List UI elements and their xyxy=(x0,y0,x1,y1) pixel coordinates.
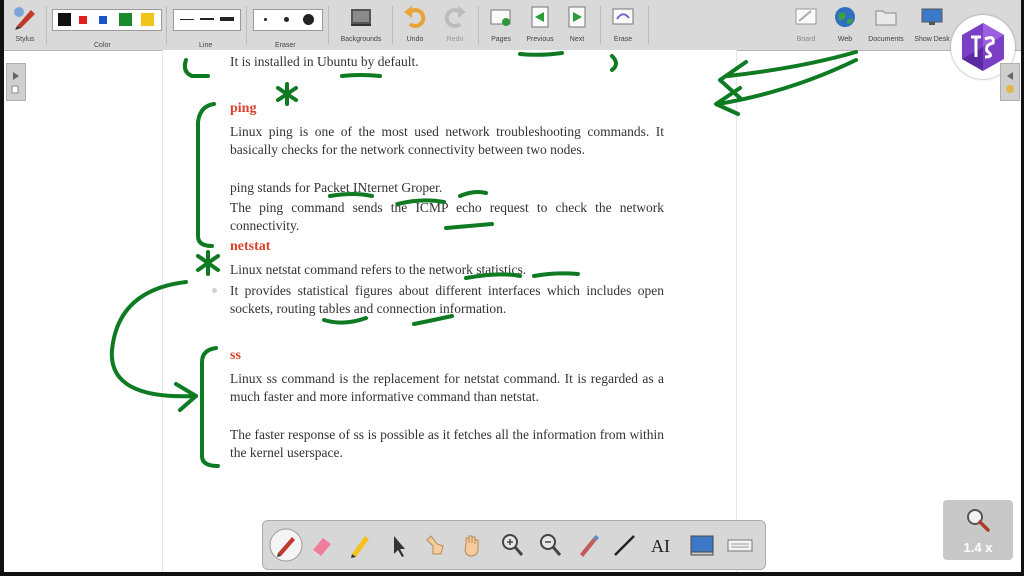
next-label: Next xyxy=(569,36,585,43)
line-width-group xyxy=(173,9,241,31)
show-desktop-button[interactable] xyxy=(910,4,954,43)
redo-button[interactable] xyxy=(440,4,470,43)
line-medium[interactable] xyxy=(200,18,214,20)
next-page-icon xyxy=(564,4,590,30)
keyboard-icon[interactable] xyxy=(725,530,755,560)
redo-icon xyxy=(442,4,468,30)
laser-pointer-hand-icon[interactable] xyxy=(419,530,449,560)
line-thick[interactable] xyxy=(220,17,234,21)
undo-button[interactable] xyxy=(400,4,430,43)
ss-heading: ss xyxy=(230,348,241,363)
stylus-label: Stylus xyxy=(15,36,35,43)
redo-label: Redo xyxy=(446,36,464,43)
documents-button[interactable] xyxy=(864,4,908,43)
ping-paragraph-3: The ping command sends the ICMP echo request to check the network connectivity. xyxy=(230,200,664,233)
pages-icon xyxy=(488,4,514,30)
ink-arrow-right-1 xyxy=(728,52,856,76)
zoom-magnifier-icon xyxy=(964,506,992,534)
color-yellow[interactable] xyxy=(141,13,154,26)
netstat-paragraph-1: Linux netstat command refers to the network statistics. xyxy=(230,262,527,277)
line-label: Line xyxy=(199,42,213,49)
eraser-label: Eraser xyxy=(275,42,296,49)
pages-label: Pages xyxy=(491,36,511,43)
eraser-large[interactable] xyxy=(303,14,314,25)
ss-paragraph-2: The faster response of ss is possible as it fetches all the information from within the kernel userspace. xyxy=(230,427,664,460)
capture-tool-icon[interactable] xyxy=(687,530,717,560)
web-label: Web xyxy=(837,36,853,43)
text-tool-icon[interactable] xyxy=(647,530,677,560)
expand-arrow-icon xyxy=(7,64,25,100)
netstat-paragraph-2: It provides statistical figures about different interfaces which includes open sockets, routing tables and connection information. xyxy=(230,283,664,316)
ss-paragraph-1: Linux ss command is the replacement for netstat command. It is regarded as a much faster and more informative command than netstat. xyxy=(230,371,664,404)
board-label: Board xyxy=(796,36,816,43)
pan-hand-icon[interactable] xyxy=(457,530,487,560)
netstat-heading: netstat xyxy=(230,239,271,254)
color-green[interactable] xyxy=(119,13,132,26)
tool-dock xyxy=(262,520,766,570)
eraser-medium[interactable] xyxy=(284,17,289,22)
stylus-button[interactable] xyxy=(8,4,42,43)
pages-button[interactable] xyxy=(486,4,516,43)
previous-label: Previous xyxy=(526,36,554,43)
highlighter-tool-icon[interactable] xyxy=(345,530,375,560)
top-toolbar xyxy=(4,0,1021,51)
backgrounds-button[interactable] xyxy=(336,4,386,43)
board-button[interactable] xyxy=(788,4,824,43)
folder-icon xyxy=(873,4,899,30)
left-side-tab[interactable] xyxy=(6,63,26,101)
eraser-small[interactable] xyxy=(264,18,267,21)
collapse-arrow-icon xyxy=(1001,64,1019,100)
ping-paragraph-2: ping stands for Packet INternet Groper. xyxy=(230,180,443,195)
zoom-out-icon[interactable] xyxy=(535,530,565,560)
line-thin[interactable] xyxy=(180,19,194,20)
globe-icon xyxy=(832,4,858,30)
ink-arrow-right-2 xyxy=(718,60,856,104)
zoom-widget[interactable] xyxy=(943,500,1013,560)
line-tool-icon[interactable] xyxy=(609,530,639,560)
erase-label: Erase xyxy=(613,36,633,43)
board-icon xyxy=(793,4,819,30)
color-black[interactable] xyxy=(58,13,71,26)
backgrounds-icon xyxy=(348,4,374,30)
show-desktop-label: Show Desk xyxy=(914,36,950,43)
stylus-icon xyxy=(11,4,39,30)
color-red[interactable] xyxy=(79,16,87,24)
erase-button[interactable] xyxy=(608,4,638,43)
backgrounds-label: Backgrounds xyxy=(340,36,382,43)
zoom-in-icon[interactable] xyxy=(497,530,527,560)
ping-heading: ping xyxy=(230,101,257,116)
color-label: Color xyxy=(94,42,111,49)
color-blue[interactable] xyxy=(99,16,107,24)
desktop-icon xyxy=(919,4,945,30)
stylus-tool-icon[interactable] xyxy=(269,528,303,562)
web-button[interactable] xyxy=(830,4,860,43)
ping-paragraph-1: Linux ping is one of the most used network troubleshooting commands. It basically checks for the network connectivity between two nodes. xyxy=(230,124,664,157)
select-arrow-icon[interactable] xyxy=(383,530,413,560)
zoom-level: 1.4 x xyxy=(963,540,993,555)
eraser-size-group xyxy=(253,9,323,31)
right-side-tab[interactable] xyxy=(1000,63,1020,101)
pointer-pen-icon[interactable] xyxy=(573,530,603,560)
documents-label: Documents xyxy=(868,36,904,43)
list-bullet xyxy=(212,288,217,293)
eraser-tool-icon[interactable] xyxy=(307,530,337,560)
previous-button[interactable] xyxy=(522,4,558,43)
undo-label: Undo xyxy=(406,36,424,43)
svg-text:AI: AI xyxy=(651,536,670,556)
color-swatches xyxy=(52,9,162,31)
previous-page-icon xyxy=(527,4,553,30)
intro-text: It is installed in Ubuntu by default. xyxy=(230,54,419,69)
next-button[interactable] xyxy=(562,4,592,43)
undo-icon xyxy=(402,4,428,30)
erase-icon xyxy=(610,4,636,30)
